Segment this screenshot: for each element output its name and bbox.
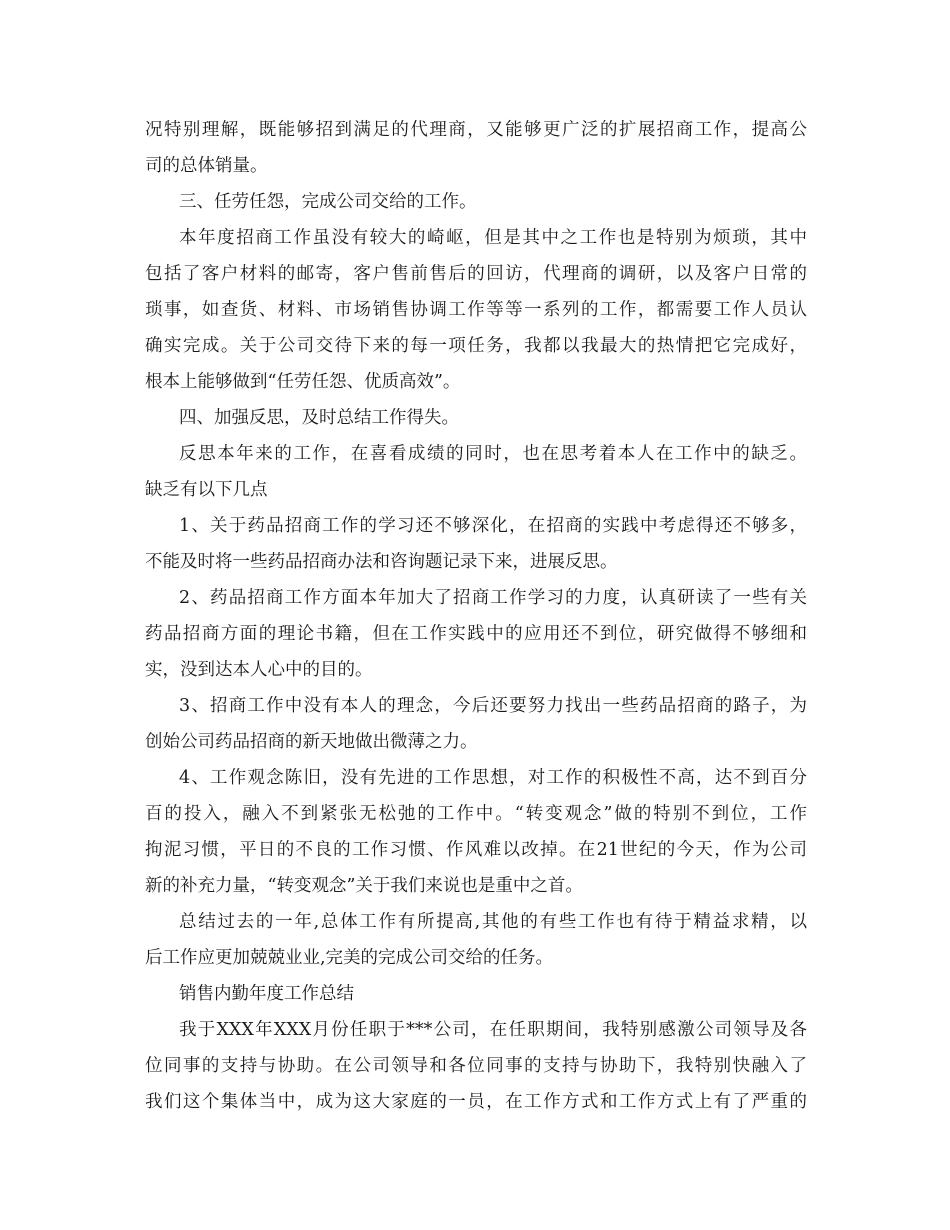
list-item-line: 百的投入，融入不到紧张无松弛的工作中。“转变观念”做的特别不到位，工作 bbox=[145, 804, 807, 824]
list-item-line: 不能及时将一些药品招商办法和咨询题记录下来，进展反思。 bbox=[145, 552, 618, 572]
list-item-line: 实，没到达本人心中的目的。 bbox=[145, 660, 373, 680]
section-heading: 三、任劳任怨，完成公司交给的工作。 bbox=[179, 192, 477, 212]
paragraph-line: 我于XXX年XXX月份任职于***公司，在任职期间，我特别感激公司领导及各 bbox=[179, 1020, 807, 1040]
list-item-line: 2、药品招商工作方面本年加大了招商工作学习的力度，认真研读了一些有关 bbox=[179, 588, 807, 608]
section-heading: 四、加强反思，及时总结工作得失。 bbox=[179, 408, 459, 428]
list-item-line: 新的补充力量，“转变观念”关于我们来说也是重中之首。 bbox=[145, 876, 583, 896]
paragraph-line: 包括了客户材料的邮寄，客户售前售后的回访，代理商的调研，以及客户日常的 bbox=[145, 264, 807, 284]
paragraph-line: 确实完成。关于公司交待下来的每一项任务，我都以我最大的热情把它完成好， bbox=[145, 336, 807, 356]
paragraph-line: 我们这个集体当中，成为这大家庭的一员，在工作方式和工作方式上有了严重的 bbox=[145, 1092, 807, 1112]
document-body bbox=[145, 112, 807, 1120]
list-item-line: 1、关于药品招商工作的学习还不够深化，在招商的实践中考虑得还不够多， bbox=[179, 516, 807, 536]
paragraph-line: 况特别理解，既能够招到满足的代理商，又能够更广泛的扩展招商工作，提高公 bbox=[145, 120, 807, 140]
paragraph-line: 司的总体销量。 bbox=[145, 156, 268, 176]
paragraph-line: 反思本年来的工作，在喜看成绩的同时，也在思考着本人在工作中的缺乏。 bbox=[179, 444, 807, 464]
paragraph-line: 琐事，如查货、材料、市场销售协调工作等等一系列的工作，都需要工作人员认 bbox=[145, 300, 807, 320]
paragraph-line: 位同事的支持与协助。在公司领导和各位同事的支持与协助下，我特别快融入了 bbox=[145, 1056, 807, 1076]
paragraph-line: 缺乏有以下几点 bbox=[145, 480, 268, 500]
document-title: 销售内勤年度工作总结 bbox=[179, 984, 354, 1004]
paragraph-line: 后工作应更加兢兢业业,完美的完成公司交给的任务。 bbox=[145, 948, 554, 968]
paragraph-line: 根本上能够做到“任劳任怨、优质高效”。 bbox=[145, 372, 461, 392]
list-item-line: 创始公司药品招商的新天地做出微薄之力。 bbox=[145, 732, 478, 752]
list-item-line: 3、招商工作中没有本人的理念，今后还要努力找出一些药品招商的路子，为 bbox=[179, 696, 807, 716]
list-item-line: 4、工作观念陈旧，没有先进的工作思想，对工作的积极性不高，达不到百分 bbox=[179, 768, 807, 788]
paragraph-line: 本年度招商工作虽没有较大的崎岖，但是其中之工作也是特别为烦琐，其中 bbox=[179, 228, 807, 248]
list-item-line: 药品招商方面的理论书籍，但在工作实践中的应用还不到位，研究做得不够细和 bbox=[145, 624, 807, 644]
list-item-line: 拘泥习惯，平日的不良的工作习惯、作风难以改掉。在21世纪的今天，作为公司 bbox=[145, 840, 807, 860]
paragraph-line: 总结过去的一年,总体工作有所提高,其他的有些工作也有待于精益求精，以 bbox=[179, 912, 807, 932]
